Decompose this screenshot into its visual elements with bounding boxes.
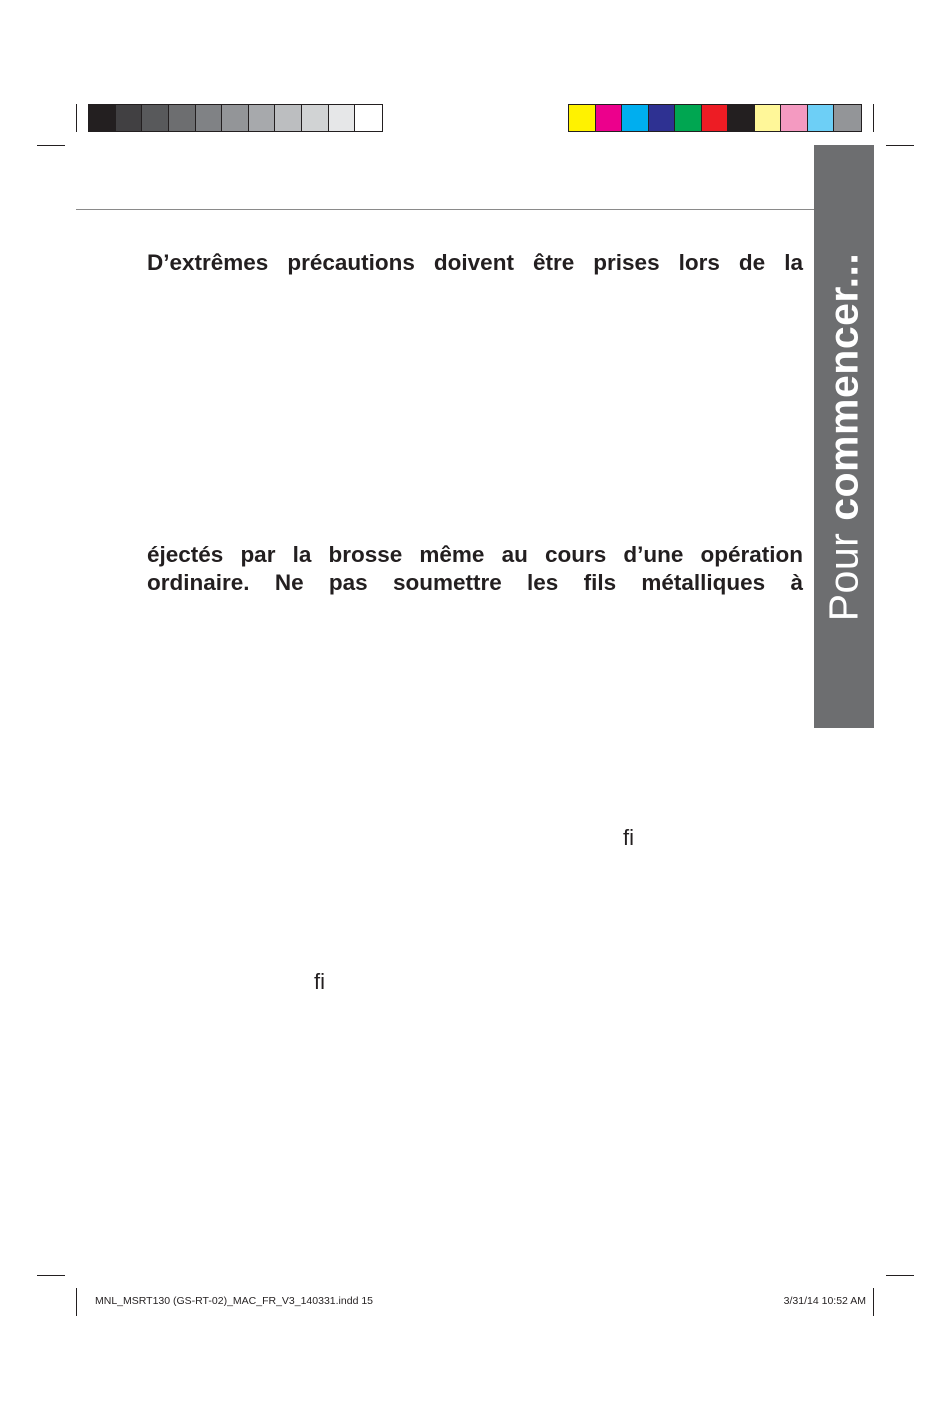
crop-mark-bottom-left-horizontal xyxy=(37,1275,65,1276)
side-tab-label xyxy=(820,252,867,621)
warning-text-line-1: D’extrêmes précautions doivent être prises lors de la xyxy=(147,250,803,275)
warning-text-line-3: ordinaire. Ne pas soumettre les fils métalliques à xyxy=(147,570,803,595)
grayscale-swatch-1 xyxy=(89,105,116,131)
color-swatch-11 xyxy=(834,105,861,131)
side-tab-word-light: Pour xyxy=(820,520,867,621)
grayscale-swatch-6 xyxy=(222,105,249,131)
grayscale-swatch-2 xyxy=(116,105,143,131)
grayscale-swatch-8 xyxy=(275,105,302,131)
color-swatch-9 xyxy=(781,105,808,131)
grayscale-swatch-7 xyxy=(249,105,276,131)
color-swatch-10 xyxy=(808,105,835,131)
grayscale-swatch-11 xyxy=(355,105,382,131)
color-swatch-8 xyxy=(755,105,782,131)
color-swatch-6 xyxy=(702,105,729,131)
side-tab-word-bold: commencer... xyxy=(820,252,867,521)
crop-mark-top-left-horizontal xyxy=(37,145,65,146)
crop-mark-top-right-horizontal xyxy=(886,145,914,146)
crop-mark-top-left-vertical xyxy=(76,104,77,132)
crop-mark-bottom-right-horizontal xyxy=(886,1275,914,1276)
color-swatch-7 xyxy=(728,105,755,131)
color-swatch-bar xyxy=(568,104,862,132)
section-side-tab xyxy=(814,145,874,728)
color-swatch-1 xyxy=(569,105,596,131)
warning-text-line-2: éjectés par la brosse même au cours d’une opération xyxy=(147,542,803,567)
color-swatch-5 xyxy=(675,105,702,131)
color-swatch-4 xyxy=(649,105,676,131)
footer-datetime: 3/31/14 10:52 AM xyxy=(783,1295,866,1307)
crop-mark-bottom-left-vertical xyxy=(76,1288,77,1316)
grayscale-swatch-bar xyxy=(88,104,383,132)
grayscale-swatch-9 xyxy=(302,105,329,131)
crop-mark-top-right-vertical xyxy=(873,104,874,132)
color-swatch-3 xyxy=(622,105,649,131)
crop-mark-bottom-right-vertical xyxy=(873,1288,874,1316)
footer-file-info: MNL_MSRT130 (GS-RT-02)_MAC_FR_V3_140331.indd 15 xyxy=(95,1295,373,1307)
grayscale-swatch-10 xyxy=(329,105,356,131)
grayscale-swatch-5 xyxy=(196,105,223,131)
ligature-glyph-1: fi xyxy=(623,825,634,850)
grayscale-swatch-4 xyxy=(169,105,196,131)
ligature-glyph-2: fi xyxy=(314,969,325,994)
color-swatch-2 xyxy=(596,105,623,131)
grayscale-swatch-3 xyxy=(142,105,169,131)
header-rule xyxy=(76,209,816,210)
